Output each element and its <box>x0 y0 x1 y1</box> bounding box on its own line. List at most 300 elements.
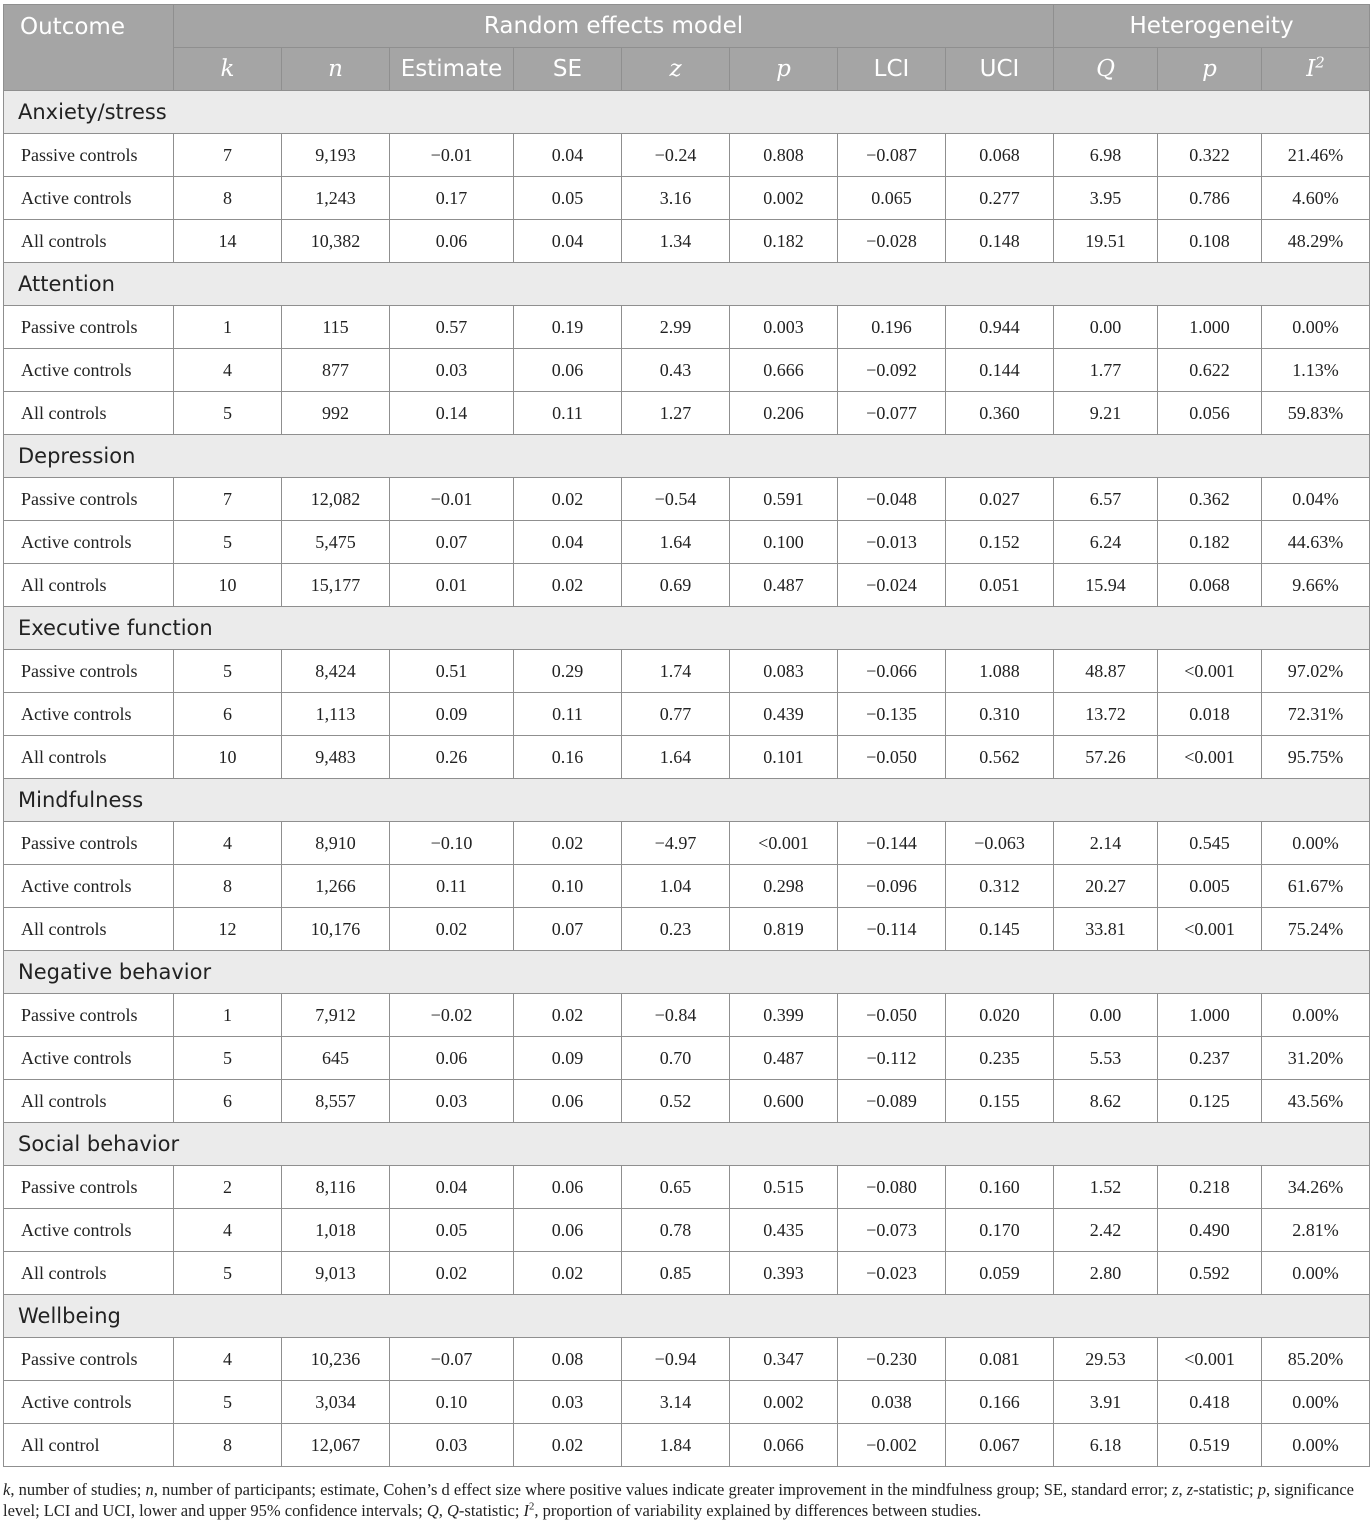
cell-i2: 0.00% <box>1262 1252 1370 1295</box>
cell-lci: −0.112 <box>838 1037 946 1080</box>
cell-hp: 0.182 <box>1158 521 1262 564</box>
cell-uci: 0.310 <box>946 693 1054 736</box>
footnote-q-symbol: Q <box>426 1501 439 1520</box>
section-row <box>4 435 1370 478</box>
cell-p: 0.101 <box>730 736 838 779</box>
cell-p: 0.591 <box>730 478 838 521</box>
cell-p: 0.487 <box>730 564 838 607</box>
row-label: Active controls <box>4 1381 174 1424</box>
cell-lci: −0.066 <box>838 650 946 693</box>
cell-k: 8 <box>174 1424 282 1467</box>
cell-estimate: 0.03 <box>390 1080 514 1123</box>
footnote-p-symbol: p <box>1257 1480 1267 1499</box>
cell-p: 0.435 <box>730 1209 838 1252</box>
cell-uci: 0.148 <box>946 220 1054 263</box>
cell-q: 9.21 <box>1054 392 1158 435</box>
table-row <box>4 1424 1370 1467</box>
footnote-z-text-2: -statistic; <box>1193 1480 1258 1499</box>
footnote-z-text-1: , <box>1178 1480 1187 1499</box>
cell-uci: 1.088 <box>946 650 1054 693</box>
header-random-effects-model: Random effects model <box>174 5 1054 48</box>
cell-hp: 0.218 <box>1158 1166 1262 1209</box>
header-heterogeneity: Heterogeneity <box>1054 5 1370 48</box>
cell-uci: 0.160 <box>946 1166 1054 1209</box>
cell-z: 0.85 <box>622 1252 730 1295</box>
cell-k: 12 <box>174 908 282 951</box>
cell-hp: 0.018 <box>1158 693 1262 736</box>
cell-k: 14 <box>174 220 282 263</box>
cell-estimate: 0.26 <box>390 736 514 779</box>
cell-estimate: −0.02 <box>390 994 514 1037</box>
cell-estimate: −0.10 <box>390 822 514 865</box>
section-title: Negative behavior <box>4 951 1370 994</box>
section-title: Wellbeing <box>4 1295 1370 1338</box>
cell-lci: −0.048 <box>838 478 946 521</box>
cell-i2: 0.00% <box>1262 1381 1370 1424</box>
cell-i2: 2.81% <box>1262 1209 1370 1252</box>
cell-uci: 0.170 <box>946 1209 1054 1252</box>
cell-n: 992 <box>282 392 390 435</box>
cell-k: 4 <box>174 349 282 392</box>
footnote-n-text: , number of participants; estimate, Cohen’s d effect size where positive values indicate greater improvement in the mindfulness group; SE, standard error; <box>153 1480 1173 1499</box>
cell-p: 0.298 <box>730 865 838 908</box>
header-i2 <box>1262 48 1370 91</box>
cell-z: −4.97 <box>622 822 730 865</box>
cell-p: 0.666 <box>730 349 838 392</box>
cell-q: 2.80 <box>1054 1252 1158 1295</box>
cell-z: 1.27 <box>622 392 730 435</box>
cell-estimate: 0.03 <box>390 349 514 392</box>
cell-q: 5.53 <box>1054 1037 1158 1080</box>
cell-estimate: 0.03 <box>390 1424 514 1467</box>
row-label: Passive controls <box>4 822 174 865</box>
cell-estimate: −0.01 <box>390 478 514 521</box>
cell-q: 6.18 <box>1054 1424 1158 1467</box>
section-title: Mindfulness <box>4 779 1370 822</box>
header-lci: LCI <box>838 48 946 91</box>
cell-lci: −0.114 <box>838 908 946 951</box>
cell-k: 5 <box>174 1037 282 1080</box>
table-row <box>4 306 1370 349</box>
cell-uci: 0.152 <box>946 521 1054 564</box>
header-outcome: Outcome <box>4 5 174 91</box>
section-row <box>4 607 1370 650</box>
cell-n: 15,177 <box>282 564 390 607</box>
table-row <box>4 1080 1370 1123</box>
cell-z: 1.04 <box>622 865 730 908</box>
table-body <box>4 91 1370 1467</box>
cell-k: 5 <box>174 1381 282 1424</box>
cell-lci: −0.023 <box>838 1252 946 1295</box>
cell-se: 0.03 <box>514 1381 622 1424</box>
table-row <box>4 521 1370 564</box>
cell-se: 0.04 <box>514 220 622 263</box>
section-title: Depression <box>4 435 1370 478</box>
row-label: All control <box>4 1424 174 1467</box>
cell-z: 0.70 <box>622 1037 730 1080</box>
cell-z: −0.54 <box>622 478 730 521</box>
cell-n: 877 <box>282 349 390 392</box>
section-title: Social behavior <box>4 1123 1370 1166</box>
cell-hp: 0.322 <box>1158 134 1262 177</box>
cell-p: 0.100 <box>730 521 838 564</box>
row-label: All controls <box>4 736 174 779</box>
cell-uci: 0.944 <box>946 306 1054 349</box>
cell-p: 0.002 <box>730 1381 838 1424</box>
cell-i2: 31.20% <box>1262 1037 1370 1080</box>
cell-uci: 0.051 <box>946 564 1054 607</box>
row-label: Passive controls <box>4 650 174 693</box>
cell-n: 8,910 <box>282 822 390 865</box>
cell-p: 0.066 <box>730 1424 838 1467</box>
cell-q: 0.00 <box>1054 994 1158 1037</box>
cell-n: 9,483 <box>282 736 390 779</box>
cell-z: 1.64 <box>622 521 730 564</box>
cell-uci: 0.155 <box>946 1080 1054 1123</box>
cell-hp: 0.490 <box>1158 1209 1262 1252</box>
cell-n: 645 <box>282 1037 390 1080</box>
cell-k: 10 <box>174 564 282 607</box>
cell-n: 8,557 <box>282 1080 390 1123</box>
table-row <box>4 865 1370 908</box>
cell-q: 20.27 <box>1054 865 1158 908</box>
cell-estimate: 0.02 <box>390 908 514 951</box>
cell-uci: 0.144 <box>946 349 1054 392</box>
cell-lci: −0.092 <box>838 349 946 392</box>
cell-hp: 0.592 <box>1158 1252 1262 1295</box>
cell-k: 4 <box>174 822 282 865</box>
cell-z: 3.16 <box>622 177 730 220</box>
cell-se: 0.04 <box>514 134 622 177</box>
cell-se: 0.02 <box>514 564 622 607</box>
cell-lci: −0.089 <box>838 1080 946 1123</box>
cell-lci: 0.065 <box>838 177 946 220</box>
cell-estimate: 0.02 <box>390 1252 514 1295</box>
cell-z: 3.14 <box>622 1381 730 1424</box>
section-row <box>4 779 1370 822</box>
footnote-q-symbol-2: Q <box>447 1501 459 1520</box>
cell-n: 12,082 <box>282 478 390 521</box>
cell-p: 0.487 <box>730 1037 838 1080</box>
cell-estimate: 0.07 <box>390 521 514 564</box>
footnote-z-symbol-2: z <box>1186 1480 1194 1499</box>
table-row <box>4 177 1370 220</box>
cell-q: 6.57 <box>1054 478 1158 521</box>
cell-se: 0.04 <box>514 521 622 564</box>
cell-se: 0.02 <box>514 822 622 865</box>
cell-q: 3.91 <box>1054 1381 1158 1424</box>
cell-estimate: 0.06 <box>390 220 514 263</box>
table-row <box>4 1166 1370 1209</box>
header-uci: UCI <box>946 48 1054 91</box>
cell-uci: 0.027 <box>946 478 1054 521</box>
cell-uci: 0.020 <box>946 994 1054 1037</box>
cell-estimate: 0.17 <box>390 177 514 220</box>
cell-p: 0.439 <box>730 693 838 736</box>
cell-estimate: −0.01 <box>390 134 514 177</box>
row-label: Active controls <box>4 349 174 392</box>
header-estimate: Estimate <box>390 48 514 91</box>
cell-z: 1.64 <box>622 736 730 779</box>
row-label: All controls <box>4 220 174 263</box>
header-n: n <box>282 48 390 91</box>
header-z: z <box>622 48 730 91</box>
cell-hp: 0.056 <box>1158 392 1262 435</box>
cell-hp: 0.108 <box>1158 220 1262 263</box>
row-label: All controls <box>4 1252 174 1295</box>
cell-z: 2.99 <box>622 306 730 349</box>
cell-uci: 0.360 <box>946 392 1054 435</box>
table-row <box>4 1381 1370 1424</box>
cell-hp: 0.125 <box>1158 1080 1262 1123</box>
cell-hp: <0.001 <box>1158 650 1262 693</box>
cell-q: 8.62 <box>1054 1080 1158 1123</box>
cell-q: 0.00 <box>1054 306 1158 349</box>
cell-n: 5,475 <box>282 521 390 564</box>
cell-uci: −0.063 <box>946 822 1054 865</box>
cell-i2: 0.00% <box>1262 306 1370 349</box>
cell-i2: 75.24% <box>1262 908 1370 951</box>
cell-se: 0.06 <box>514 1166 622 1209</box>
section-title: Executive function <box>4 607 1370 650</box>
cell-i2: 43.56% <box>1262 1080 1370 1123</box>
section-row <box>4 91 1370 134</box>
cell-q: 29.53 <box>1054 1338 1158 1381</box>
cell-hp: 0.545 <box>1158 822 1262 865</box>
section-title: Anxiety/stress <box>4 91 1370 134</box>
footnote-k-text: , number of studies; <box>10 1480 146 1499</box>
cell-k: 10 <box>174 736 282 779</box>
cell-lci: −0.073 <box>838 1209 946 1252</box>
cell-q: 13.72 <box>1054 693 1158 736</box>
cell-i2: 85.20% <box>1262 1338 1370 1381</box>
cell-p: 0.515 <box>730 1166 838 1209</box>
cell-p: 0.347 <box>730 1338 838 1381</box>
cell-lci: −0.002 <box>838 1424 946 1467</box>
cell-n: 115 <box>282 306 390 349</box>
cell-i2: 48.29% <box>1262 220 1370 263</box>
cell-se: 0.11 <box>514 693 622 736</box>
cell-z: −0.94 <box>622 1338 730 1381</box>
table-row <box>4 693 1370 736</box>
cell-i2: 97.02% <box>1262 650 1370 693</box>
footnote-z-symbol: z <box>1172 1480 1179 1499</box>
table-row <box>4 1209 1370 1252</box>
row-label: Active controls <box>4 693 174 736</box>
cell-p: 0.083 <box>730 650 838 693</box>
header-se: SE <box>514 48 622 91</box>
table-row <box>4 908 1370 951</box>
section-row <box>4 1123 1370 1166</box>
cell-i2: 34.26% <box>1262 1166 1370 1209</box>
cell-q: 48.87 <box>1054 650 1158 693</box>
cell-se: 0.11 <box>514 392 622 435</box>
cell-i2: 95.75% <box>1262 736 1370 779</box>
cell-lci: −0.230 <box>838 1338 946 1381</box>
cell-n: 1,113 <box>282 693 390 736</box>
cell-hp: <0.001 <box>1158 736 1262 779</box>
cell-estimate: 0.51 <box>390 650 514 693</box>
cell-z: −0.84 <box>622 994 730 1037</box>
cell-p: 0.819 <box>730 908 838 951</box>
table-row <box>4 134 1370 177</box>
row-label: Active controls <box>4 521 174 564</box>
row-label: Passive controls <box>4 478 174 521</box>
row-label: Active controls <box>4 177 174 220</box>
table-row <box>4 650 1370 693</box>
cell-uci: 0.059 <box>946 1252 1054 1295</box>
header-q: Q <box>1054 48 1158 91</box>
cell-uci: 0.145 <box>946 908 1054 951</box>
row-label: All controls <box>4 908 174 951</box>
cell-estimate: 0.06 <box>390 1037 514 1080</box>
table-footnote <box>3 1479 1367 1521</box>
cell-uci: 0.081 <box>946 1338 1054 1381</box>
cell-hp: 1.000 <box>1158 306 1262 349</box>
cell-hp: 0.519 <box>1158 1424 1262 1467</box>
row-label: Active controls <box>4 1209 174 1252</box>
row-label: Passive controls <box>4 306 174 349</box>
cell-k: 8 <box>174 865 282 908</box>
cell-p: <0.001 <box>730 822 838 865</box>
cell-lci: −0.096 <box>838 865 946 908</box>
cell-se: 0.06 <box>514 1080 622 1123</box>
cell-k: 7 <box>174 478 282 521</box>
row-label: Active controls <box>4 1037 174 1080</box>
footnote-q-text-2: -statistic; <box>458 1501 524 1520</box>
cell-estimate: 0.04 <box>390 1166 514 1209</box>
cell-hp: 0.362 <box>1158 478 1262 521</box>
cell-n: 3,034 <box>282 1381 390 1424</box>
cell-n: 10,236 <box>282 1338 390 1381</box>
cell-uci: 0.562 <box>946 736 1054 779</box>
cell-z: 0.69 <box>622 564 730 607</box>
cell-lci: −0.087 <box>838 134 946 177</box>
cell-i2: 1.13% <box>1262 349 1370 392</box>
cell-z: 0.65 <box>622 1166 730 1209</box>
header-i2-base: I <box>1306 56 1316 82</box>
cell-uci: 0.166 <box>946 1381 1054 1424</box>
cell-i2: 72.31% <box>1262 693 1370 736</box>
cell-hp: 0.786 <box>1158 177 1262 220</box>
cell-q: 57.26 <box>1054 736 1158 779</box>
cell-n: 8,424 <box>282 650 390 693</box>
cell-k: 1 <box>174 306 282 349</box>
cell-hp: 0.068 <box>1158 564 1262 607</box>
row-label: Passive controls <box>4 1338 174 1381</box>
cell-q: 15.94 <box>1054 564 1158 607</box>
cell-uci: 0.068 <box>946 134 1054 177</box>
footnote-i2-symbol: I <box>523 1501 530 1520</box>
cell-se: 0.02 <box>514 994 622 1037</box>
cell-n: 7,912 <box>282 994 390 1037</box>
cell-se: 0.06 <box>514 349 622 392</box>
header-k: k <box>174 48 282 91</box>
table-row <box>4 392 1370 435</box>
table-row <box>4 736 1370 779</box>
table-row <box>4 564 1370 607</box>
cell-hp: 1.000 <box>1158 994 1262 1037</box>
cell-q: 1.77 <box>1054 349 1158 392</box>
cell-n: 1,266 <box>282 865 390 908</box>
cell-q: 6.24 <box>1054 521 1158 564</box>
cell-hp: 0.237 <box>1158 1037 1262 1080</box>
cell-hp: <0.001 <box>1158 1338 1262 1381</box>
cell-se: 0.16 <box>514 736 622 779</box>
cell-i2: 21.46% <box>1262 134 1370 177</box>
cell-lci: −0.050 <box>838 994 946 1037</box>
footnote-n-symbol: n <box>145 1480 154 1499</box>
cell-se: 0.06 <box>514 1209 622 1252</box>
cell-k: 8 <box>174 177 282 220</box>
cell-k: 2 <box>174 1166 282 1209</box>
cell-hp: <0.001 <box>1158 908 1262 951</box>
cell-estimate: 0.14 <box>390 392 514 435</box>
cell-p: 0.002 <box>730 177 838 220</box>
cell-k: 5 <box>174 1252 282 1295</box>
table-row <box>4 1338 1370 1381</box>
cell-estimate: 0.05 <box>390 1209 514 1252</box>
cell-lci: −0.013 <box>838 521 946 564</box>
row-label: Active controls <box>4 865 174 908</box>
cell-z: 1.84 <box>622 1424 730 1467</box>
cell-i2: 0.00% <box>1262 994 1370 1037</box>
cell-se: 0.07 <box>514 908 622 951</box>
cell-i2: 59.83% <box>1262 392 1370 435</box>
cell-q: 6.98 <box>1054 134 1158 177</box>
cell-n: 1,243 <box>282 177 390 220</box>
cell-i2: 4.60% <box>1262 177 1370 220</box>
cell-lci: −0.077 <box>838 392 946 435</box>
table-row <box>4 994 1370 1037</box>
cell-z: 0.52 <box>622 1080 730 1123</box>
cell-n: 9,193 <box>282 134 390 177</box>
cell-p: 0.399 <box>730 994 838 1037</box>
cell-n: 10,176 <box>282 908 390 951</box>
cell-estimate: 0.57 <box>390 306 514 349</box>
row-label: Passive controls <box>4 994 174 1037</box>
cell-uci: 0.312 <box>946 865 1054 908</box>
header-p: p <box>730 48 838 91</box>
cell-se: 0.02 <box>514 1252 622 1295</box>
cell-lci: −0.144 <box>838 822 946 865</box>
table-row <box>4 349 1370 392</box>
cell-p: 0.393 <box>730 1252 838 1295</box>
cell-n: 10,382 <box>282 220 390 263</box>
cell-estimate: 0.01 <box>390 564 514 607</box>
cell-hp: 0.005 <box>1158 865 1262 908</box>
cell-hp: 0.622 <box>1158 349 1262 392</box>
cell-lci: −0.050 <box>838 736 946 779</box>
cell-estimate: −0.07 <box>390 1338 514 1381</box>
cell-lci: −0.080 <box>838 1166 946 1209</box>
cell-lci: −0.028 <box>838 220 946 263</box>
cell-estimate: 0.10 <box>390 1381 514 1424</box>
cell-q: 3.95 <box>1054 177 1158 220</box>
cell-q: 2.14 <box>1054 822 1158 865</box>
cell-p: 0.182 <box>730 220 838 263</box>
cell-q: 2.42 <box>1054 1209 1158 1252</box>
cell-p: 0.206 <box>730 392 838 435</box>
cell-z: 0.23 <box>622 908 730 951</box>
cell-q: 1.52 <box>1054 1166 1158 1209</box>
table-row <box>4 1252 1370 1295</box>
cell-i2: 44.63% <box>1262 521 1370 564</box>
cell-se: 0.08 <box>514 1338 622 1381</box>
cell-p: 0.808 <box>730 134 838 177</box>
cell-i2: 61.67% <box>1262 865 1370 908</box>
header-heterogeneity-p: p <box>1158 48 1262 91</box>
